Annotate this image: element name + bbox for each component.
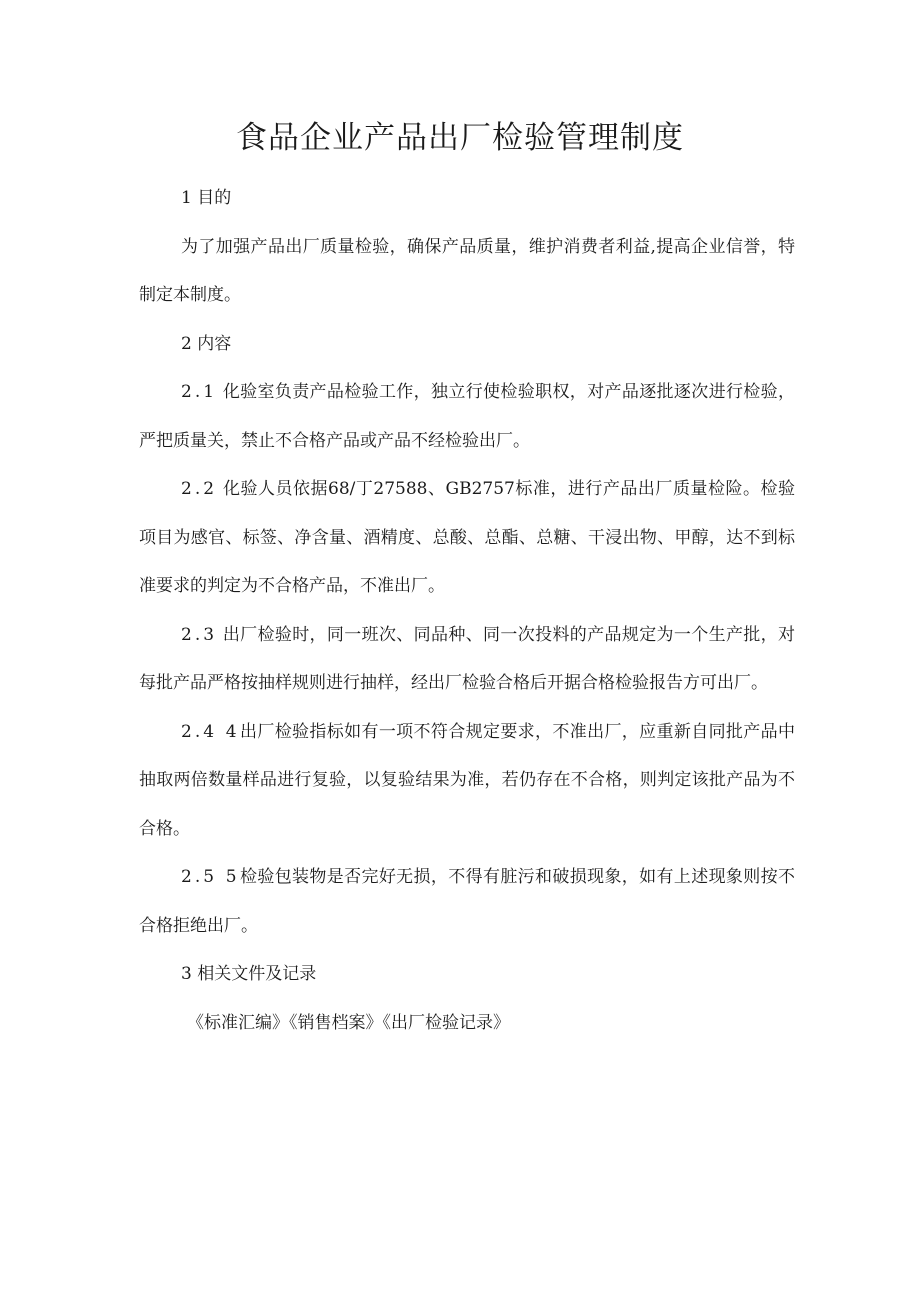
clause-number: 2.1 — [181, 382, 218, 402]
clause-text: 检验包装物是否完好无损，不得有脏污和破损现象，如有上述现象则按不合格拒绝出厂。 — [139, 867, 796, 936]
paragraph-purpose: 为了加强产品出厂质量检验，确保产品质量，维护消费者利益,提高企业信誉，特制定本制度。 — [139, 236, 795, 305]
paragraph-2-3 — [139, 611, 795, 708]
document-body — [139, 174, 795, 1047]
section-heading-content: 2 内容 — [181, 333, 232, 354]
clause-number: 2.2 — [181, 479, 218, 499]
paragraph-2-1 — [139, 368, 795, 465]
section-heading-records: 3 相关文件及记录 — [181, 964, 317, 984]
clause-number: 2.5 5 — [181, 867, 240, 887]
clause-number: 2.3 — [181, 624, 218, 645]
related-records-list: 《标准汇编》《销售档案》《出厂检验记录》 — [187, 1012, 510, 1033]
clause-text: 化验室负责产品检验工作，独立行使检验职权，对产品逐批逐次进行检验，严把质量关，禁止不合格产品或产品不经检验出厂。 — [139, 382, 796, 451]
document-title: 食品企业产品出厂检验管理制度 — [236, 120, 684, 156]
paragraph-2-2 — [139, 465, 795, 611]
clause-text: 出厂检验时，同一班次、同品种、同一次投料的产品规定为一个生产批，对每批产品严格按抽样规则进行抽样，经出厂检验合格后开据合格检验报告方可出厂。 — [139, 624, 796, 693]
clause-number: 2.4 4 — [181, 721, 240, 742]
section-heading-purpose: 1 目的 — [181, 188, 232, 208]
clause-text: 化验人员依据68/丁27588、GB2757标准，进行产品出厂质量检险。检验项目为感官、标签、净含量、酒精度、总酸、总酯、总糖、干浸出物、甲醇，达不到标准要求的判定为不合格产品，不准出厂。 — [139, 479, 795, 596]
paragraph-2-4 — [139, 708, 795, 854]
paragraph-2-5 — [139, 853, 795, 950]
clause-text: 出厂检验指标如有一项不符合规定要求，不准出厂，应重新自同批产品中抽取两倍数量样品进行复验，以复验结果为准，若仍存在不合格，则判定该批产品为不合格。 — [139, 721, 796, 839]
